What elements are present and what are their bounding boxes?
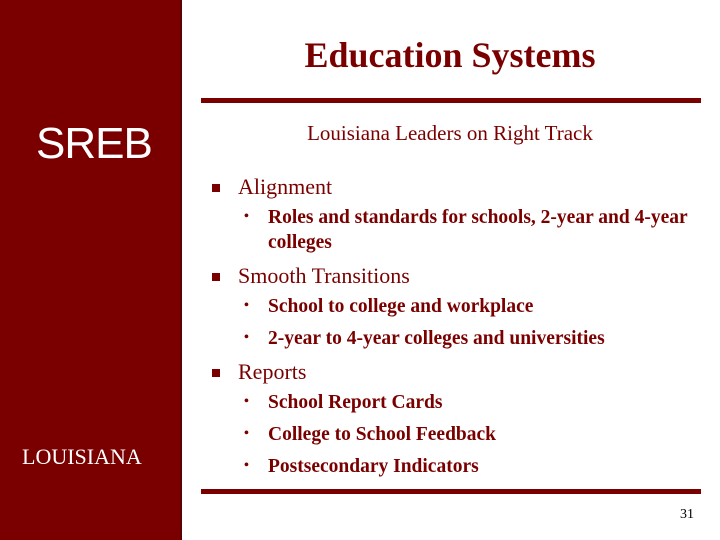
sub-bullet-text: School Report Cards (268, 392, 443, 413)
title-divider (201, 98, 701, 103)
sreb-logo: SREB (36, 119, 152, 168)
slide-subtitle: Louisiana Leaders on Right Track (307, 121, 593, 145)
sub-bullet-text: School to college and workplace (268, 296, 534, 317)
bullet-heading-label: Reports (238, 359, 307, 384)
square-bullet-icon (212, 369, 220, 377)
sub-bullet-text: Roles and standards for schools, 2-year and 4-year colleges (268, 207, 688, 253)
dot-bullet-icon: • (244, 330, 249, 345)
page-number: 31 (680, 507, 694, 522)
sub-bullet (212, 390, 707, 415)
dot-bullet-icon: • (244, 458, 249, 473)
sub-bullet-text: Postsecondary Indicators (268, 456, 479, 477)
sub-bullet-text: College to School Feedback (268, 424, 497, 445)
sub-bullet (212, 422, 707, 447)
bullet-group (212, 173, 707, 255)
bullet-heading-label: Alignment (238, 174, 333, 199)
bullet-heading (212, 358, 707, 386)
dot-bullet-icon: • (244, 394, 249, 409)
bullet-list (212, 173, 707, 486)
bullet-heading (212, 262, 707, 290)
square-bullet-icon (212, 184, 220, 192)
state-label: LOUISIANA (22, 444, 142, 469)
dot-bullet-icon: • (244, 209, 249, 224)
sub-bullet (212, 326, 707, 351)
sub-bullet (212, 294, 707, 319)
bullet-heading-label: Smooth Transitions (238, 263, 410, 288)
footer-divider (201, 489, 701, 494)
bullet-heading (212, 173, 707, 201)
bullet-group (212, 262, 707, 351)
sub-bullet-text: 2-year to 4-year colleges and universities (268, 328, 605, 349)
dot-bullet-icon: • (244, 426, 249, 441)
bullet-group (212, 358, 707, 479)
sidebar-divider (180, 0, 182, 540)
sub-bullet (212, 205, 707, 255)
sub-bullet (212, 454, 707, 479)
square-bullet-icon (212, 273, 220, 281)
slide-title: Education Systems (304, 35, 596, 75)
dot-bullet-icon: • (244, 298, 249, 313)
